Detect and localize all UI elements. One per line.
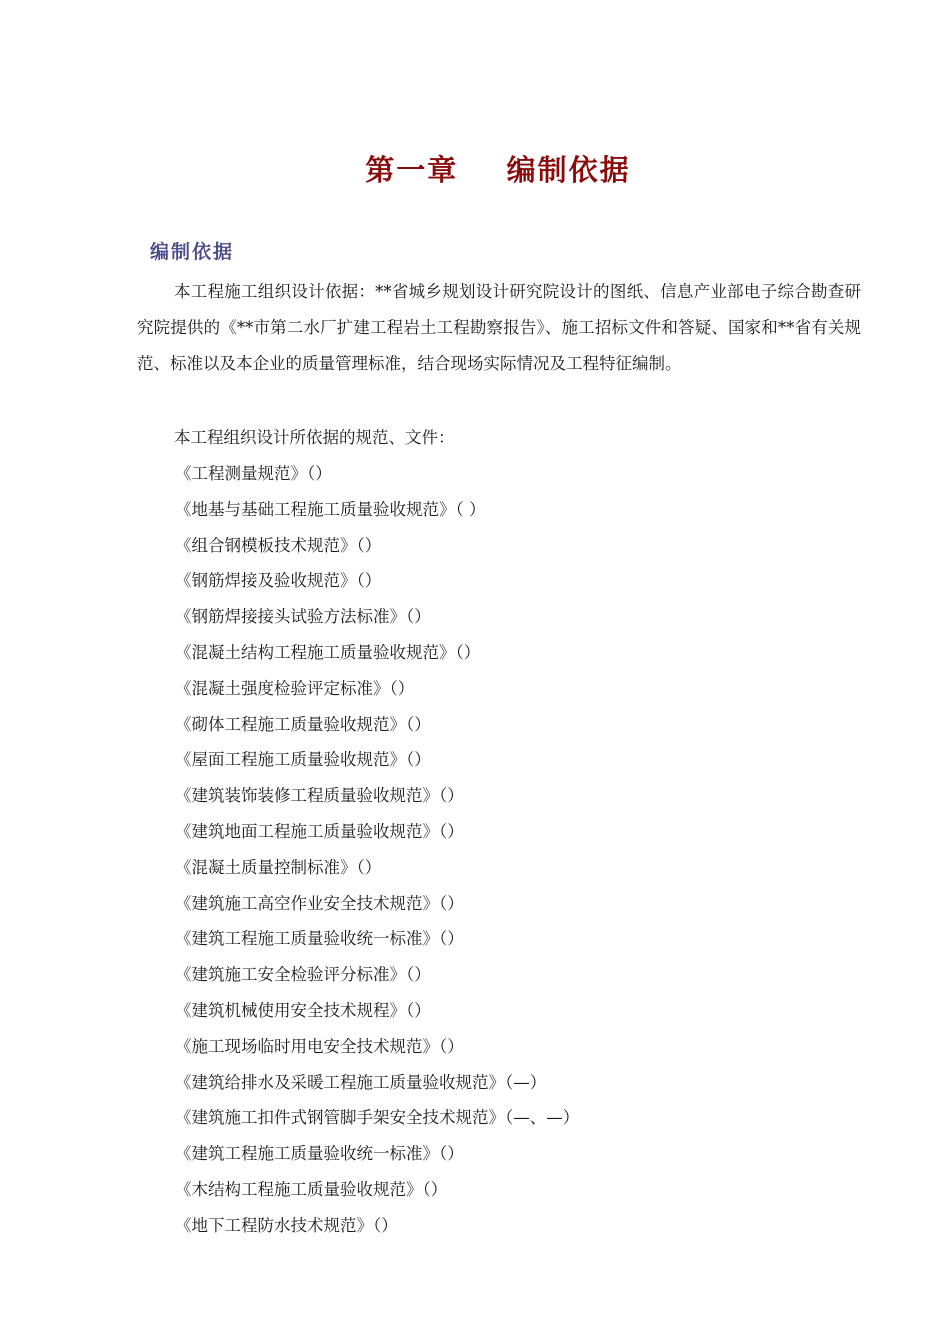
reference-item: 《施工现场临时用电安全技术规范》（）: [175, 1036, 464, 1056]
reference-item: 《屋面工程施工质量验收规范》（）: [175, 750, 431, 770]
reference-item: 《建筑施工安全检验评分标准》（）: [175, 965, 431, 985]
reference-item: 《砌体工程施工质量验收规范》（）: [175, 714, 431, 734]
basis-paragraph: 本工程施工组织设计依据：**省城乡规划设计研究院设计的图纸、信息产业部电子综合勘查研究院提供的《**市第二水厂扩建工程岩土工程勘察报告》、施工招标文件和答疑、国家和**省有关规范、标准以及本企业的质量管理标准，结合现场实际情况及工程特征编制。: [137, 282, 861, 373]
reference-item: 《建筑装饰装修工程质量验收规范》（）: [175, 786, 464, 806]
chapter-title: 第一章 编制依据: [365, 153, 631, 187]
reference-item: 《建筑工程施工质量验收统一标准》（）: [175, 1144, 464, 1164]
reference-item: 《建筑地面工程施工质量验收规范》（）: [175, 821, 464, 841]
reference-item: 《混凝土质量控制标准》（）: [175, 857, 382, 877]
reference-list: [175, 456, 579, 1244]
reference-item: 《建筑施工高空作业安全技术规范》（）: [175, 893, 464, 913]
references-intro: 本工程组织设计所依据的规范、文件：: [174, 428, 455, 447]
section-heading: 编制依据: [150, 241, 235, 263]
reference-item: 《建筑机械使用安全技术规程》（）: [175, 1000, 431, 1020]
reference-item: 《地基与基础工程施工质量验收规范》（ ）: [175, 499, 486, 519]
reference-item: 《地下工程防水技术规范》（）: [175, 1215, 398, 1235]
reference-item: 《建筑给排水及采暖工程施工质量验收规范》（—）: [175, 1072, 547, 1092]
reference-item: 《混凝土强度检验评定标准》（）: [175, 678, 415, 698]
reference-item: 《钢筋焊接及验收规范》（）: [175, 571, 382, 591]
reference-item: 《混凝土结构工程施工质量验收规范》（）: [175, 642, 481, 662]
reference-item: 《建筑工程施工质量验收统一标准》（）: [175, 929, 464, 949]
reference-item: 《工程测量规范》（）: [175, 464, 332, 483]
reference-item: 《钢筋焊接接头试验方法标准》（）: [175, 607, 431, 627]
reference-item: 《木结构工程施工质量验收规范》（）: [175, 1179, 448, 1199]
reference-item: 《组合钢模板技术规范》（）: [175, 535, 382, 555]
reference-item: 《建筑施工扣件式钢管脚手架安全技术规范》（—、—）: [175, 1108, 580, 1128]
